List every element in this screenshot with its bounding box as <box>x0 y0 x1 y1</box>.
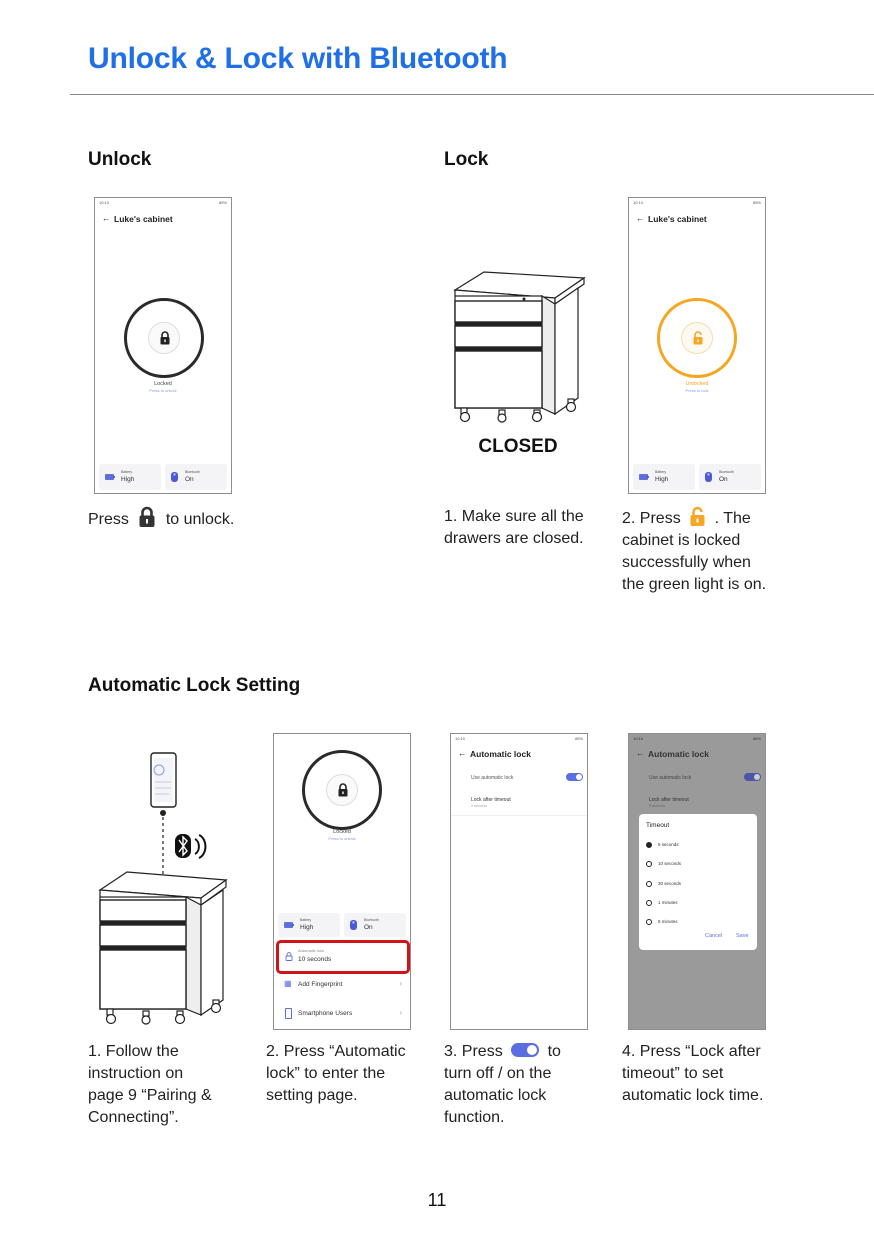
bluetooth-icon: * <box>350 920 357 930</box>
toggle-icon <box>511 1043 539 1057</box>
lock-step1-line: 1. Make sure all the <box>444 508 584 525</box>
auto-lock-heading: Automatic Lock Setting <box>88 675 301 696</box>
bluetooth-card <box>699 464 761 490</box>
lock-step2-after: . The <box>714 510 751 527</box>
bluetooth-label: Bluetooth <box>364 918 379 922</box>
battery-value: High <box>655 476 669 483</box>
unlocked-phone-screenshot <box>628 197 766 494</box>
automatic-lock-label: Automatic lock <box>298 948 325 953</box>
smartphone-users-label: Smartphone Users <box>298 1010 353 1017</box>
bluetooth-icon: * <box>705 472 712 482</box>
toggle-knob <box>754 774 760 780</box>
padlock-icon <box>337 783 349 797</box>
auto-step3-before: 3. Press <box>444 1043 503 1060</box>
pairing-illustration <box>95 750 230 1030</box>
lock-after-timeout-value: 5 seconds <box>471 804 487 808</box>
auto-step4-line: automatic lock time. <box>622 1087 764 1104</box>
open-padlock-icon <box>692 331 704 345</box>
closed-label: CLOSED <box>478 436 558 457</box>
cancel-button[interactable]: Cancel <box>705 933 723 939</box>
status-battery: 85% <box>218 200 227 205</box>
status-battery: 85% <box>752 200 761 205</box>
timeout-option[interactable] <box>646 899 746 909</box>
battery-label: Battery <box>655 470 667 474</box>
unlock-phone-screenshot <box>94 197 232 494</box>
lock-status: Unlocked <box>685 381 709 387</box>
timeout-dialog-phone-screenshot <box>628 733 766 1030</box>
smartphone-users-row[interactable] <box>278 1003 408 1025</box>
phone-title: Automatic lock <box>470 749 531 759</box>
lock-button-inner <box>148 322 180 354</box>
title-divider <box>70 94 874 95</box>
closed-cabinet-illustration <box>444 268 586 423</box>
auto-step1-caption <box>88 1041 212 1129</box>
lock-small-icon <box>285 952 293 961</box>
bluetooth-label: Bluetooth <box>185 470 200 474</box>
battery-card <box>99 464 161 490</box>
timeout-option[interactable] <box>646 841 746 851</box>
lock-step2-line: cabinet is locked <box>622 532 741 549</box>
battery-value: High <box>300 924 314 931</box>
radio-checked-icon[interactable] <box>646 842 652 848</box>
back-arrow-icon[interactable]: ← <box>636 213 645 223</box>
add-fingerprint-label: Add Fingerprint <box>298 981 343 988</box>
bluetooth-value: On <box>185 476 194 483</box>
unlock-caption <box>88 506 234 531</box>
timeout-option-label: 5 minutes <box>658 919 678 925</box>
auto-step3-after: to <box>547 1043 561 1060</box>
bluetooth-card <box>344 913 406 937</box>
row-divider <box>451 815 587 816</box>
lock-button-inner <box>326 774 358 806</box>
lock-after-timeout-value: 5 seconds <box>649 804 665 808</box>
radio-unchecked-icon[interactable] <box>646 919 652 925</box>
lock-heading: Lock <box>444 149 489 170</box>
auto-step4-line: timeout” to set <box>622 1065 724 1082</box>
automatic-lock-phone-screenshot <box>450 733 588 1030</box>
lock-step2-before: 2. Press <box>622 510 681 527</box>
automatic-lock-value: 10 seconds <box>298 956 332 963</box>
auto-step2-line: 2. Press “Automatic <box>266 1043 406 1060</box>
bluetooth-card <box>165 464 227 490</box>
auto-step3-line: function. <box>444 1109 505 1126</box>
battery-card <box>278 913 340 937</box>
auto-step1-line: instruction on <box>88 1065 184 1082</box>
fingerprint-icon: ▦ <box>284 979 292 988</box>
toggle-knob <box>576 774 582 780</box>
lock-step1-line: drawers are closed. <box>444 530 584 547</box>
battery-icon <box>639 474 649 480</box>
lock-button-inner <box>681 322 713 354</box>
auto-step3-line: automatic lock <box>444 1087 547 1104</box>
bluetooth-icon: * <box>171 472 178 482</box>
unlock-caption-after: to unlock. <box>165 511 235 528</box>
automatic-lock-toggle[interactable] <box>566 773 583 781</box>
lock-step1-caption <box>444 506 584 550</box>
lock-after-timeout-label[interactable]: Lock after timeout <box>471 797 511 803</box>
back-arrow-icon[interactable]: ← <box>458 748 467 758</box>
radio-unchecked-icon[interactable] <box>646 861 652 867</box>
lock-status: Locked <box>154 381 172 387</box>
timeout-option-label: 1 minutes <box>658 899 678 905</box>
lock-step2-caption <box>622 506 766 596</box>
lock-step2-first-line <box>622 506 766 530</box>
orange-open-padlock-icon <box>689 506 706 527</box>
radio-unchecked-icon[interactable] <box>646 900 652 906</box>
use-automatic-lock-label: Use automatic lock <box>649 775 692 781</box>
auto-step1-line: 1. Follow the <box>88 1043 179 1060</box>
chevron-right-icon: › <box>399 979 402 988</box>
black-padlock-icon <box>138 506 156 528</box>
timeout-option[interactable] <box>646 880 746 890</box>
status-time: 10:10 <box>455 736 466 741</box>
settings-phone-screenshot <box>273 733 411 1030</box>
status-time: 10:10 <box>99 200 110 205</box>
auto-step1-line: page 9 “Pairing & <box>88 1087 212 1104</box>
phone-title: Luke's cabinet <box>114 214 173 224</box>
auto-step3-line: turn off / on the <box>444 1065 552 1082</box>
add-fingerprint-row[interactable] <box>278 974 408 996</box>
unlock-caption-before: Press <box>88 511 129 528</box>
bluetooth-label: Bluetooth <box>719 470 734 474</box>
auto-step2-line: lock” to enter the <box>266 1065 386 1082</box>
smartphone-icon <box>285 1008 292 1019</box>
radio-unchecked-icon[interactable] <box>646 881 652 887</box>
chevron-right-icon: › <box>399 1008 402 1017</box>
battery-label: Battery <box>300 918 312 922</box>
save-button[interactable]: Save <box>736 933 749 939</box>
timeout-option-label: 5 seconds <box>658 842 679 847</box>
timeout-dialog-title: Timeout <box>646 822 670 829</box>
back-arrow-icon[interactable]: ← <box>102 213 111 223</box>
use-automatic-lock-label: Use automatic lock <box>471 775 514 781</box>
bluetooth-value: On <box>719 476 728 483</box>
page-title: Unlock & Lock with Bluetooth <box>88 42 508 75</box>
auto-step4-caption <box>622 1041 763 1107</box>
lock-hint: Press to lock <box>685 388 709 393</box>
battery-icon <box>105 474 115 480</box>
back-arrow-icon[interactable]: ← <box>636 748 645 758</box>
lock-hint: Press to unlock <box>328 836 356 841</box>
auto-step2-caption <box>266 1041 406 1107</box>
timeout-option[interactable] <box>646 918 746 928</box>
bluetooth-value: On <box>364 924 373 931</box>
lock-ring-button[interactable] <box>302 750 382 830</box>
lock-status: Locked <box>333 829 351 835</box>
battery-label: Battery <box>121 470 133 474</box>
timeout-option-label: 30 seconds <box>658 880 682 886</box>
phone-title: Automatic lock <box>648 749 709 759</box>
status-battery: 85% <box>574 736 583 741</box>
status-battery: 85% <box>752 736 761 741</box>
automatic-lock-row[interactable] <box>276 940 410 974</box>
timeout-option-label: 10 seconds <box>658 861 682 867</box>
unlock-ring-button[interactable] <box>657 298 737 378</box>
unlock-heading: Unlock <box>88 149 152 170</box>
auto-step4-line: 4. Press “Lock after <box>622 1043 761 1060</box>
padlock-icon <box>159 331 171 345</box>
lock-hint: Press to unlock <box>149 388 177 393</box>
auto-step2-line: setting page. <box>266 1087 358 1104</box>
battery-icon <box>284 922 294 928</box>
auto-step3-first-line <box>444 1041 561 1063</box>
page-number: 11 <box>427 1190 447 1210</box>
battery-card <box>633 464 695 490</box>
automatic-lock-toggle[interactable] <box>744 773 761 781</box>
lock-ring-button[interactable] <box>124 298 204 378</box>
lock-step2-line: successfully when <box>622 554 751 571</box>
auto-step1-line: Connecting”. <box>88 1109 179 1126</box>
timeout-option[interactable] <box>646 860 746 870</box>
battery-value: High <box>121 476 135 483</box>
auto-step3-caption <box>444 1041 561 1129</box>
status-time: 10:10 <box>633 200 644 205</box>
phone-title: Luke's cabinet <box>648 214 707 224</box>
lock-after-timeout-label[interactable]: Lock after timeout <box>649 797 689 803</box>
timeout-dialog <box>639 814 757 950</box>
status-time: 10:10 <box>633 736 644 741</box>
lock-step2-line: the green light is on. <box>622 576 767 593</box>
